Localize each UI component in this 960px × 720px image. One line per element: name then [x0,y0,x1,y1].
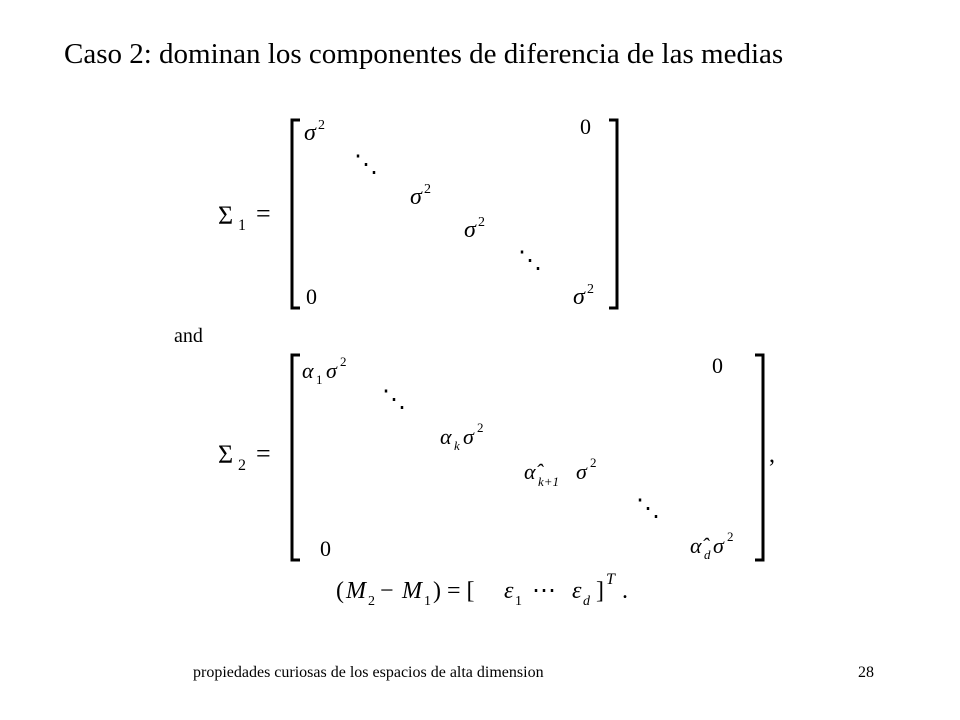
slide-title: Caso 2: dominan los componentes de diferencia de las medias [64,38,784,70]
mean-diff-m1-subscript: 1 [424,594,431,609]
sigma1-entry: 0 [580,114,591,139]
sigma2-subscript: 2 [238,457,246,474]
alpha1-superscript: 2 [340,354,347,369]
sigma2-left-bracket [292,355,300,560]
sigma1-dots: ⋱ [518,248,542,274]
alphak-subscript: k [454,438,460,453]
sigma1-entry: σ [464,217,476,243]
sigma1-right-bracket [609,120,617,308]
sigma2-equals: = [256,439,271,468]
sigma1-entry: σ [573,284,585,310]
mean-diff-equals: ) = [ [433,578,475,604]
sigma1-entry: 2 [587,282,594,297]
sigma2-symbol: Σ [218,440,234,469]
mean-diff-minus: − [380,578,394,604]
sigma2-dots: ⋱ [382,387,406,413]
alphak-superscript: 2 [477,420,484,435]
page-number: 28 [858,664,874,681]
sigma2-right-bracket [755,355,763,560]
alpha1-sigma: σ [326,358,337,383]
alphahat-d-entry: α̂ [690,533,702,558]
mean-diff-m2: M [346,578,366,604]
alpha1-subscript: 1 [316,372,323,387]
alpha1-entry: α [302,358,314,383]
sigma2-dots: ⋱ [636,496,660,522]
mean-diff-period: . [622,578,628,604]
sigma1-entry: σ [304,120,316,146]
mean-diff-epsilon1-subscript: 1 [515,594,522,609]
mean-diff-epsilond: ε [572,578,582,604]
alphahat-k1-entry: α̂ [524,459,536,484]
sigma1-dots: ⋱ [354,152,378,178]
mean-diff-epsilond-subscript: d [583,594,590,609]
sigma1-left-bracket [292,120,300,308]
sigma1-symbol: Σ [218,201,234,230]
mean-diff-m1: M [402,578,422,604]
alphahat-k1-subscript: k+1 [538,474,560,489]
mean-diff-open-paren: ( [336,578,344,604]
mean-diff-close-bracket: ] [596,578,604,604]
alphahat-k1-sigma: σ [576,459,587,484]
sigma1-subscript: 1 [238,217,246,234]
alphahat-k1-superscript: 2 [590,455,597,470]
alphahat-d-sigma: σ [713,533,724,558]
sigma1-entry: 2 [424,182,431,197]
sigma2-trailing-comma: , [769,442,775,468]
mean-diff-m2-subscript: 2 [368,594,375,609]
mean-diff-epsilon1: ε [504,578,514,604]
sigma2-top-zero: 0 [712,353,723,378]
mean-difference-equation [336,571,628,609]
footer-text: propiedades curiosas de los espacios de alta dimension [193,664,544,681]
alphak-entry: α [440,424,452,449]
alphahat-d-subscript: d [704,547,711,562]
mean-diff-cdots: ⋯ [532,578,556,604]
sigma1-entry: σ [410,184,422,210]
mean-diff-transpose: T [606,571,615,588]
connector-and: and [174,325,203,347]
sigma1-entry: 2 [478,215,485,230]
alphak-sigma: σ [463,424,474,449]
sigma2-equation [218,353,775,562]
sigma1-equation [218,114,617,310]
sigma1-entry: 0 [306,284,317,309]
sigma1-entry: 2 [318,118,325,133]
sigma2-bottom-zero: 0 [320,536,331,561]
alphahat-d-superscript: 2 [727,529,734,544]
sigma1-equals: = [256,199,271,228]
